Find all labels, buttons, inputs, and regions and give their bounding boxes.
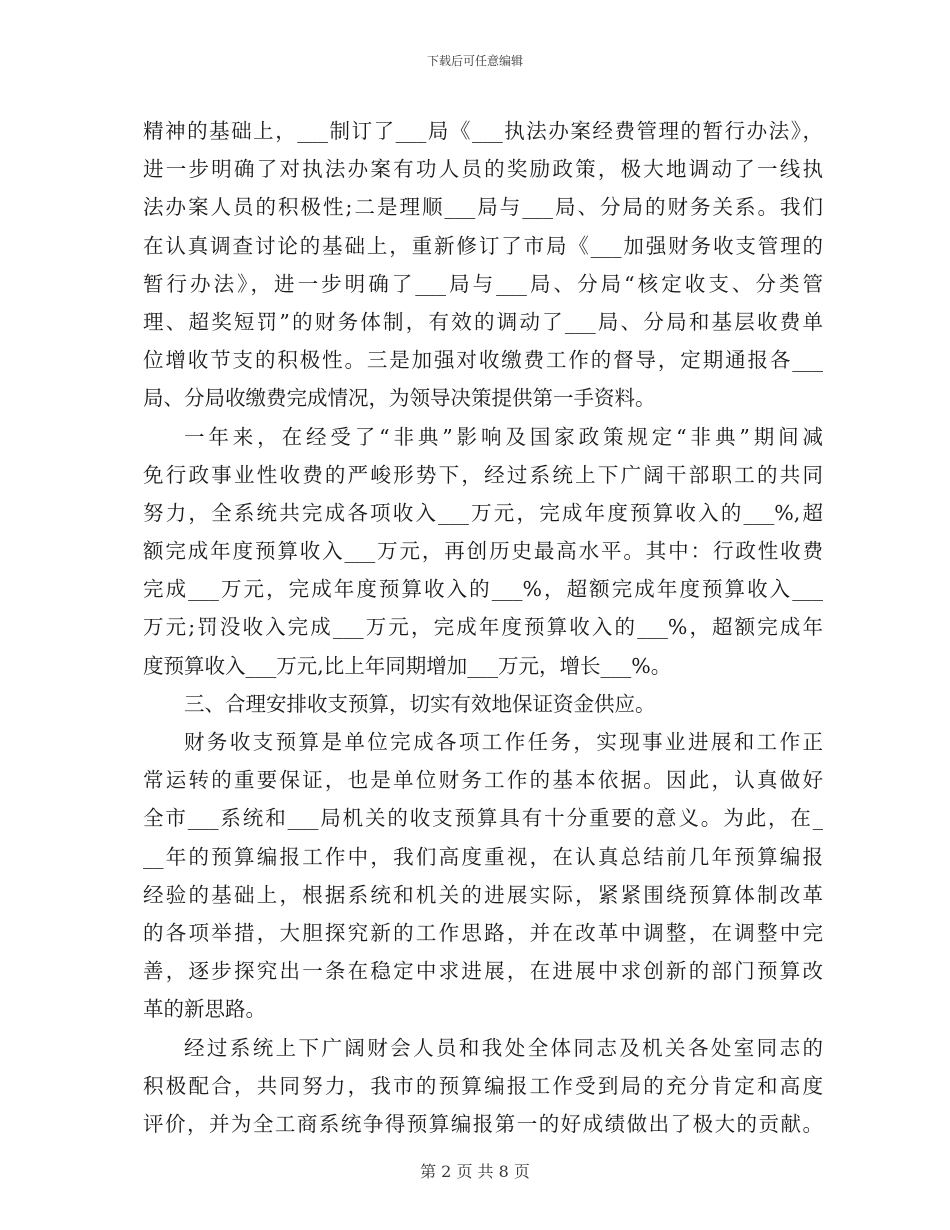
text-line: 额完成年度预算收入___万元，再创历史最高水平。其中：行政性收费 xyxy=(143,539,823,564)
text-line: 局、分局收缴费完成情况，为领导决策提供第一手资料。 xyxy=(143,386,656,411)
text-line: 在认真调查讨论的基础上，重新修订了市局《___加强财务收支管理的 xyxy=(143,233,823,258)
text-line: 革的新思路。 xyxy=(143,997,266,1022)
text-line: 评价，并为全工商系统争得预算编报第一的好成绩做出了极大的贡献。 xyxy=(143,1111,823,1136)
text-line: 免行政事业性收费的严峻形势下，经过系统上下广阔干部职工的共同 xyxy=(143,462,823,487)
text-line: 进一步明确了对执法办案有功人员的奖励政策，极大地调动了一线执 xyxy=(143,157,823,182)
text-line: 善，逐步探究出一条在稳定中求进展，在进展中求创新的部门预算改 xyxy=(143,959,823,984)
text-line: 完成___万元，完成年度预算收入的___%，超额完成年度预算收入___ xyxy=(143,577,823,602)
paragraph xyxy=(143,723,823,1029)
paragraph xyxy=(143,1029,823,1144)
text-line: 度预算收入___万元,比上年同期增加___万元，增长___%。 xyxy=(143,653,672,678)
text-line: 经验的基础上，根据系统和机关的进展实际，紧紧围绕预算体制改革 xyxy=(143,882,823,907)
text-line: 位增收节支的积极性。三是加强对收缴费工作的督导，定期通报各___ xyxy=(143,348,823,373)
text-line: 全市___系统和___局机关的收支预算具有十分重要的意义。为此，在_ xyxy=(143,806,823,831)
section-heading xyxy=(143,685,823,723)
text-line: 万元;罚没收入完成___万元，完成年度预算收入的___%，超额完成年 xyxy=(143,615,823,640)
text-line: 三、合理安排收支预算，切实有效地保证资金供应。 xyxy=(184,691,656,716)
page-header: 下载后可任意编辑 xyxy=(426,54,523,68)
text-line: 法办案人员的积极性;二是理顺___局与___局、分局的财务关系。我们 xyxy=(143,195,823,220)
text-line: 努力，全系统共完成各项收入___万元，完成年度预算收入的___%,超 xyxy=(143,500,823,525)
text-line: 暂行办法》，进一步明确了___局与___局、分局“核定收支、分类管 xyxy=(143,271,823,296)
text-line: 的各项举措，大胆探究新的工作思路，并在改革中调整，在调整中完 xyxy=(143,920,823,945)
text-line: 经过系统上下广阔财会人员和我处全体同志及机关各处室同志的 xyxy=(184,1035,823,1060)
text-line: 理、超奖短罚”的财务体制，有效的调动了___局、分局和基层收费单 xyxy=(143,309,823,334)
text-line: __年的预算编报工作中，我们高度重视，在认真总结前几年预算编报 xyxy=(143,844,823,869)
paragraph xyxy=(143,418,823,685)
text-line: 财务收支预算是单位完成各项工作任务，实现事业进展和工作正 xyxy=(184,730,823,754)
page-number: 第 2 页 共 8 页 xyxy=(420,1162,530,1181)
text-line: 常运转的重要保证，也是单位财务工作的基本依据。因此，认真做好 xyxy=(143,768,823,793)
text-line: 一年来，在经受了“非典”影响及国家政策规定“非典”期间减 xyxy=(184,424,823,449)
paragraph xyxy=(143,112,823,418)
text-line: 积极配合，共同努力，我市的预算编报工作受到局的充分肯定和高度 xyxy=(143,1073,823,1098)
text-line: 精神的基础上，___制订了___局《___执法办案经费管理的暂行办法》， xyxy=(143,119,823,143)
document-body xyxy=(143,112,823,1143)
